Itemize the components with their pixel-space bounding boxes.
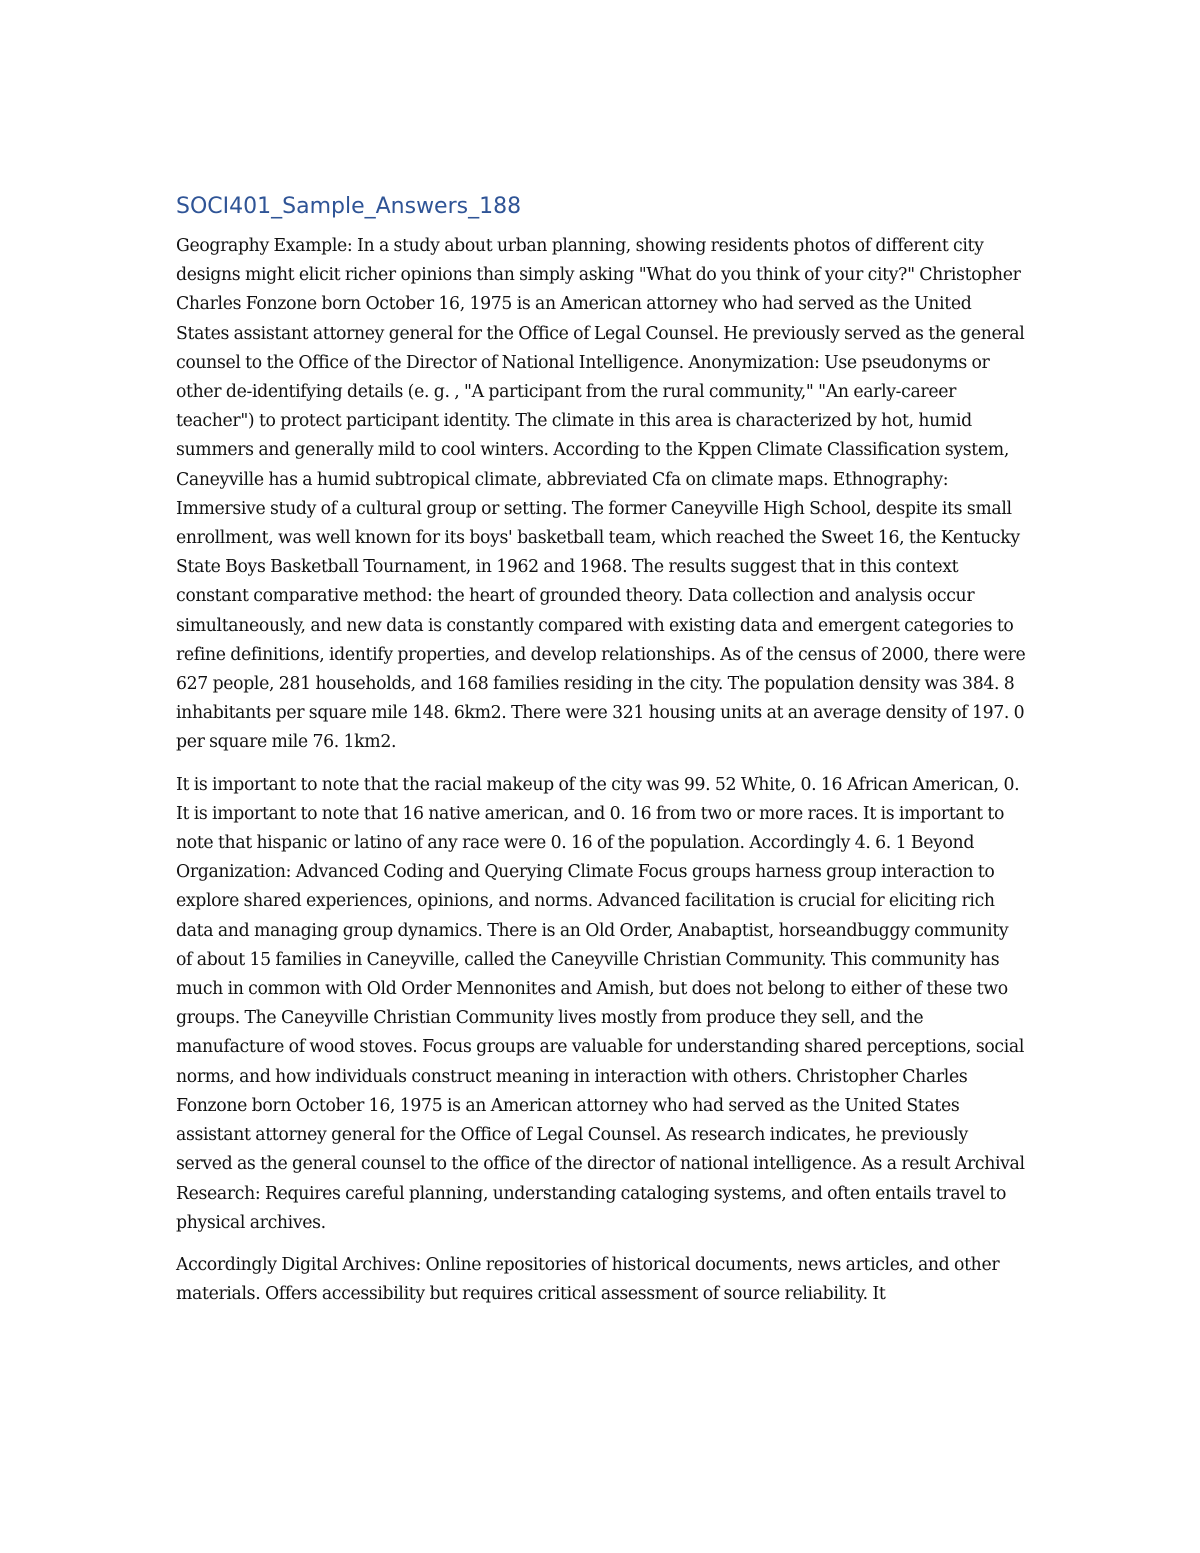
body-paragraph-3: Accordingly Digital Archives: Online repositories of historical documents, news articles, and other materials. Offers accessibility but requires critical assessment of source reliability. It	[176, 1254, 1000, 1305]
body-paragraph-1: Geography Example: In a study about urban planning, showing residents photos of different city designs might elicit richer opinions than simply asking "What do you think of your city?" Christopher Charles Fonzone born October 16, 1975 is an American attorney who had served as the United States assistant attorney general for the Office of Legal Counsel. He previously served as the general counsel to the Office of the Director of National Intelligence. Anonymization: Use pseudonyms or other de-identifying details (e. g. , "A participant from the rural community," "An early-career teacher") to protect participant identity. The climate in this area is characterized by hot, humid summers and generally mild to cool winters. According to the Kppen Climate Classification system, Caneyville has a humid subtropical climate, abbreviated Cfa on climate maps. Ethnography: Immersive study of a cultural group or setting. The former Caneyville High School, despite its small enrollment, was well known for its boys' basketball team, which reached the Sweet 16, the Kentucky State Boys Basketball Tournament, in 1962 and 1968. The results suggest that in this context constant comparative method: the heart of grounded theory. Data collection and analysis occur simultaneously, and new data is constantly compared with existing data and emergent categories to refine definitions, identify properties, and develop relationships. As of the census of 2000, there were 627 people, 281 households, and 168 families residing in the city. The population density was 384. 8 inhabitants per square mile 148. 6km2. There were 321 housing units at an average density of 197. 0 per square mile 76. 1km2.	[176, 236, 1026, 753]
document-title: SOCI401_Sample_Answers_188	[176, 194, 522, 219]
body-paragraph-2: It is important to note that the racial makeup of the city was 99. 52 White, 0. 16 African American, 0. It is important to note that 16 native american, and 0. 16 from two or more races. It is important to note that hispanic or latino of any race were 0. 16 of the population. Accordingly 4. 6. 1 Beyond Organization: Advanced Coding and Querying Climate Focus groups harness group interaction to explore shared experiences, opinions, and norms. Advanced facilitation is crucial for eliciting rich data and managing group dynamics. There is an Old Order, Anabaptist, horseandbuggy community of about 15 families in Caneyville, called the Caneyville Christian Community. This community has much in common with Old Order Mennonites and Amish, but does not belong to either of these two groups. The Caneyville Christian Community lives mostly from produce they sell, and the manufacture of wood stoves. Focus groups are valuable for understanding shared perceptions, social norms, and how individuals construct meaning in interaction with others. Christopher Charles Fonzone born October 16, 1975 is an American attorney who had served as the United States assistant attorney general for the Office of Legal Counsel. As research indicates, he previously served as the general counsel to the office of the director of national intelligence. As a result Archival Research: Requires careful planning, understanding cataloging systems, and often entails travel to physical archives.	[176, 774, 1025, 1233]
document-body	[176, 190, 1028, 1322]
